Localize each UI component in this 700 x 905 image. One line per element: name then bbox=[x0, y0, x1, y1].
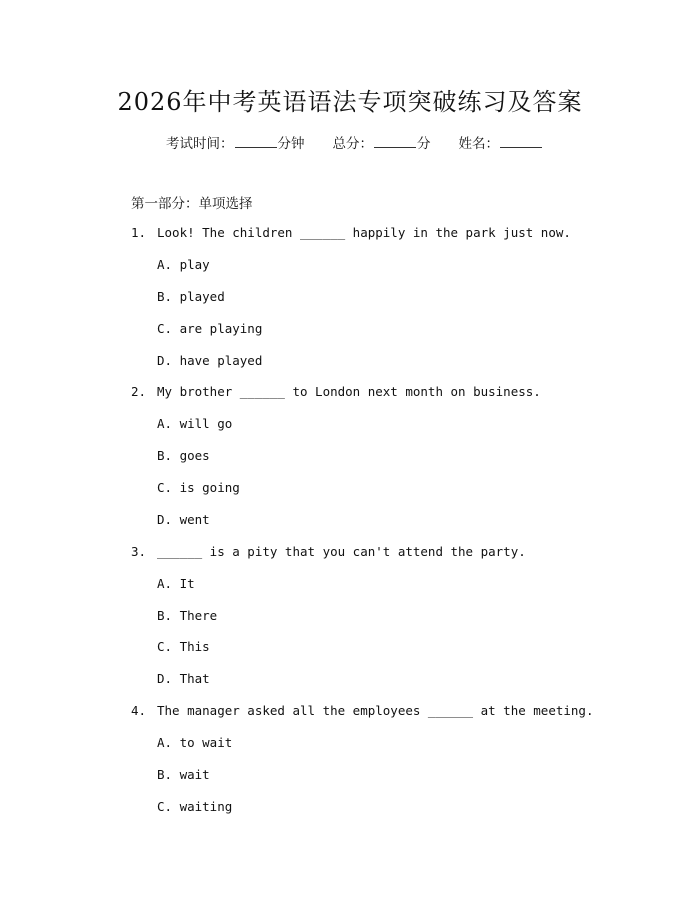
question-4-option-b: B. wait bbox=[157, 767, 210, 782]
question-number: 4. bbox=[131, 703, 147, 718]
total-score-blank bbox=[374, 135, 416, 148]
question-text: ______ is a pity that you can't attend the party. bbox=[157, 544, 526, 559]
question-4-option-c: C. waiting bbox=[157, 799, 233, 814]
question-3-option-d: D. That bbox=[157, 671, 210, 686]
question-2-option-c: C. is going bbox=[157, 480, 240, 495]
question-1-option-c: C. are playing bbox=[157, 321, 263, 336]
question-2-option-a: A. will go bbox=[157, 416, 233, 431]
question-2-option-d: D. went bbox=[157, 512, 210, 527]
student-name bbox=[459, 132, 544, 152]
question-text: Look! The children ______ happily in the park just now. bbox=[157, 225, 571, 240]
exam-time-label: 考试时间： bbox=[166, 136, 234, 152]
question-3-option-c: C. This bbox=[157, 639, 210, 654]
student-name-label: 姓名： bbox=[458, 136, 499, 152]
question-number: 1. bbox=[131, 225, 147, 240]
page-title: 2026年中考英语语法专项突破练习及答案 bbox=[117, 88, 583, 116]
exam-time bbox=[166, 132, 305, 152]
student-name-blank bbox=[500, 135, 542, 148]
question-text: The manager asked all the employees ______ at the meeting. bbox=[157, 703, 594, 718]
question-2-option-b: B. goes bbox=[157, 448, 210, 463]
question-3-option-b: B. There bbox=[157, 608, 218, 623]
question-number: 3. bbox=[131, 544, 147, 559]
exam-time-blank bbox=[235, 135, 277, 148]
exam-time-unit: 分钟 bbox=[277, 136, 305, 152]
total-score bbox=[333, 132, 431, 152]
section-title: 第一部分：单项选择 bbox=[131, 196, 253, 212]
total-score-unit: 分 bbox=[417, 136, 431, 152]
total-score-label: 总分： bbox=[332, 136, 373, 152]
question-1 bbox=[131, 225, 571, 240]
question-3-option-a: A. It bbox=[157, 576, 195, 591]
question-text: My brother ______ to London next month on business. bbox=[157, 384, 541, 399]
question-1-option-d: D. have played bbox=[157, 353, 263, 368]
question-4-option-a: A. to wait bbox=[157, 735, 233, 750]
exam-info-row bbox=[166, 132, 543, 152]
question-1-option-a: A. play bbox=[157, 257, 210, 272]
question-3 bbox=[131, 544, 526, 559]
question-number: 2. bbox=[131, 384, 147, 399]
question-2 bbox=[131, 384, 541, 399]
question-1-option-b: B. played bbox=[157, 289, 225, 304]
question-4 bbox=[131, 703, 594, 718]
